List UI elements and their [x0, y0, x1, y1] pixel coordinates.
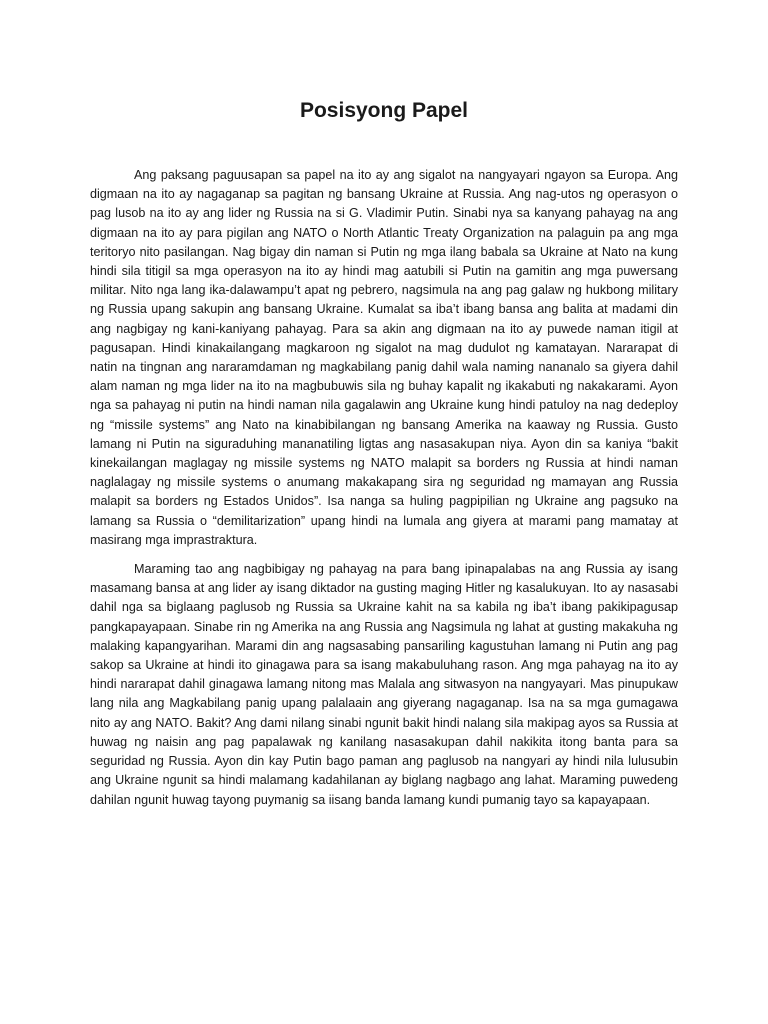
document-title: Posisyong Papel — [299, 99, 469, 122]
paragraph-2: Maraming tao ang nagbibigay ng pahayag na para bang ipinapalabas na ang Russia ay isang masamang bansa at ang lider ay isang diktador na gusting maging Hitler ng kasalukuyan. Ito ay nasasabi dahil nga sa biglaang paglusob ng Russia sa Ukraine kahit na sa kabila ng iba’t ibang pakikipagusap pangkapayapaan. Sinabe rin ng Amerika na ang Russia ang Nagsimula ng lahat at gusting makakuha ng malaking kapangyarihan. Marami din ang nagsasabing pansariling kagustuhan lamang ni Putin ang pag sakop sa Ukraine at hindi ito ginagawa para sa isang makabuluhang rason. Ang mga pahayag na ito ay hindi nararapat dahil ginagawa lamang nitong mas Malala ang sitwasyon na nangyayari. Mas pinupukaw lang nila ang Magkabilang panig upang palalaain ang giyerang nagaganap. Isa na sa mga gumagawa nito ay ang NATO. Bakit? Ang dami nilang sinabi ngunit bakit hindi nalang sila makipag ayos sa Russia at huwag ng naisin ang pag papalawak ng kanilang nasasakupan dahil nakikita itong banta para sa seguridad ng Russia. Ayon din kay Putin bago paman ang paglusob na nangyari ay hindi nila lulusubin ang Ukraine ngunit sa hindi malamang kadahilanan ay biglang nagbago ang lahat. Maraming puwedeng dahilan ngunit huwag tayong puymanig sa iisang banda lamang kundi pumanig tayo sa kapayapaan. — [90, 562, 678, 807]
paragraph-1: Ang paksang paguusapan sa papel na ito ay ang sigalot na nangyayari ngayon sa Europa. Ang digmaan na ito ay nagaganap sa pagitan ng bansang Ukraine at Russia. Ang nag-utos ng operasyon o pag lusob na ito ay ang lider ng Russia na si G. Vladimir Putin. Sinabi nya sa kanyang pahayag na ang digmaan na ito ay para pigilan ang NATO o North Atlantic Treaty Organization na palaguin pa ang mga teritoryo nito pasilangan. Nag bigay din naman si Putin ng mga ilang babala sa Ukraine at Nato na kung hindi sila titigil sa mga operasyon na ito ay hindi mag aatubili si Putin na gamitin ang mga puwersang militar. Nito nga lang ika-dalawampu’t apat ng pebrero, nagsimula na ang pag galaw ng hukbong military ng Russia upang sakupin ang bansang Ukraine. Kumalat sa iba’t ibang bansa ang balita at madami din ang nagbigay ng kani-kaniyang pahayag. Para sa akin ang digmaan na ito ay puwede naman itigil at pagusapan. Hindi kinakailangang magkaroon ng sigalot na mag dudulot ng kamatayan. Nararapat di natin na tingnan ang nararamdaman ng magkabilang panig dahil wala naming nananalo sa giyera dahil alam naman ng mga lider na ito na magbubuwis sila ng buhay kapalit ng ikakabuti ng nakakarami. Ayon nga sa pahayag ni putin na hindi naman nila gagalawin ang Ukraine kung hindi patuloy na nag dedeploy ng “missile systems” ang Nato na kinabibilangan ng bansang Amerika na kaaway ng Russia. Gusto lamang ni Putin na siguraduhing mananatiling ligtas ang nasasakupan niya. Ayon din sa kaniya “bakit kinekailangan maglagay ng missile systems ng NATO malapit sa borders ng Russia at hindi naman naglalagay ng missile systems o anumang makakapang sira ng seguridad ng mamayan ang Russia malapit sa borders ng Estados Unidos”. Isa nanga sa huling pagpipilian ng Ukraine ang pagsuko na lamang sa Russia o “demilitarization” upang hindi na lumala ang giyera at marami pang mamatay at masirang mga imprastraktura. — [90, 168, 678, 547]
